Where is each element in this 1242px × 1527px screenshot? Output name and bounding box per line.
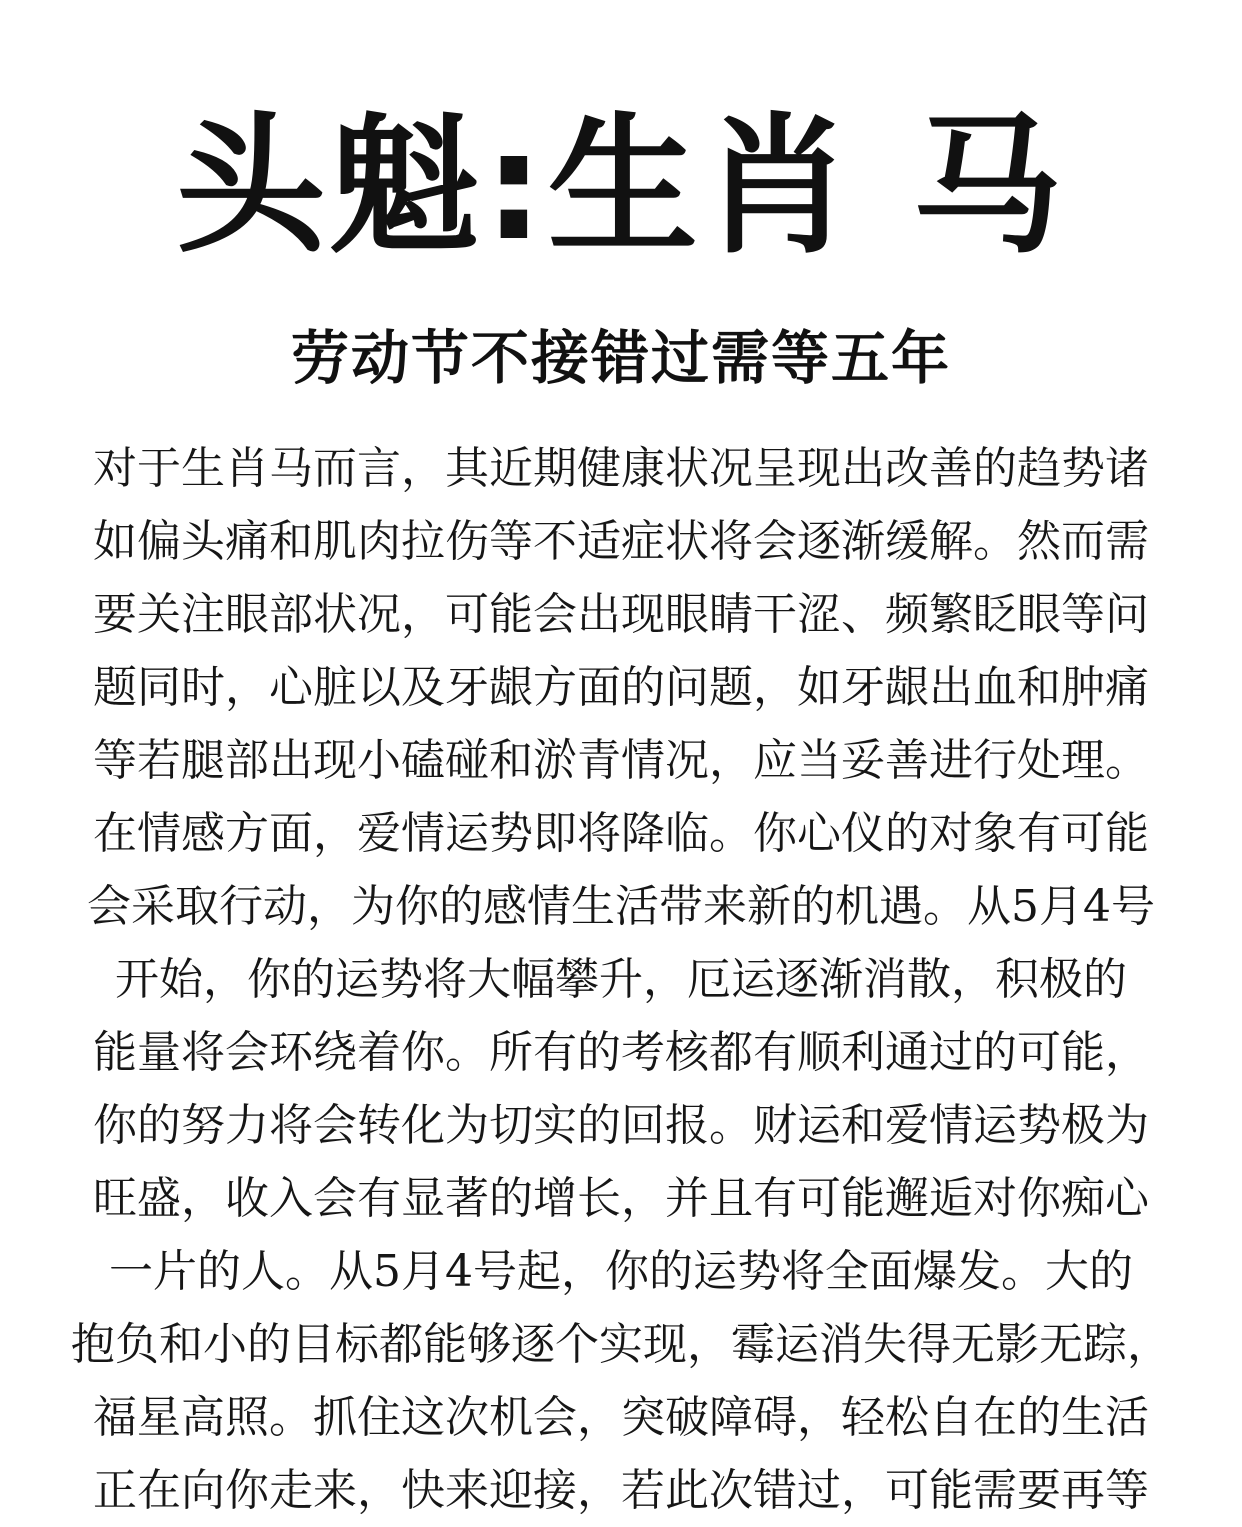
body-line: 要关注眼部状况，可能会出现眼睛干涩、频繁眨眼等问 <box>93 589 1149 640</box>
headline: 头魁:生肖 马 <box>175 100 1067 274</box>
body-line: 旺盛，收入会有显著的增长，并且有可能邂逅对你痴心 <box>93 1173 1149 1224</box>
article-body <box>40 432 1202 1527</box>
body-line: 能量将会环绕着你。所有的考核都有顺利通过的可能， <box>93 1027 1149 1078</box>
body-line: 你的努力将会转化为切实的回报。财运和爱情运势极为 <box>93 1100 1149 1151</box>
body-line: 题同时，心脏以及牙龈方面的问题，如牙龈出血和肿痛 <box>93 662 1149 713</box>
body-line: 如偏头痛和肌肉拉伤等不适症状将会逐渐缓解。然而需 <box>93 516 1149 567</box>
body-line: 在情感方面，爱情运势即将降临。你心仪的对象有可能 <box>93 808 1149 859</box>
body-line: 抱负和小的目标都能够逐个实现，霉运消失得无影无踪， <box>71 1319 1171 1370</box>
body-line: 福星高照。抓住这次机会，突破障碍，轻松自在的生活 <box>93 1392 1149 1443</box>
body-line: 等若腿部出现小磕碰和淤青情况，应当妥善进行处理。 <box>93 735 1149 786</box>
body-line: 正在向你走来，快来迎接，若此次错过，可能需要再等 <box>93 1465 1149 1516</box>
subtitle: 劳动节不接错过需等五年 <box>290 324 951 392</box>
body-line: 对于生肖马而言，其近期健康状况呈现出改善的趋势诸 <box>93 443 1149 494</box>
body-line: 开始，你的运势将大幅攀升，厄运逐渐消散，积极的 <box>115 954 1127 1005</box>
body-line: 会采取行动，为你的感情生活带来新的机遇。从5月4号 <box>87 881 1155 932</box>
body-line: 一片的人。从5月4号起，你的运势将全面爆发。大的 <box>109 1246 1133 1297</box>
